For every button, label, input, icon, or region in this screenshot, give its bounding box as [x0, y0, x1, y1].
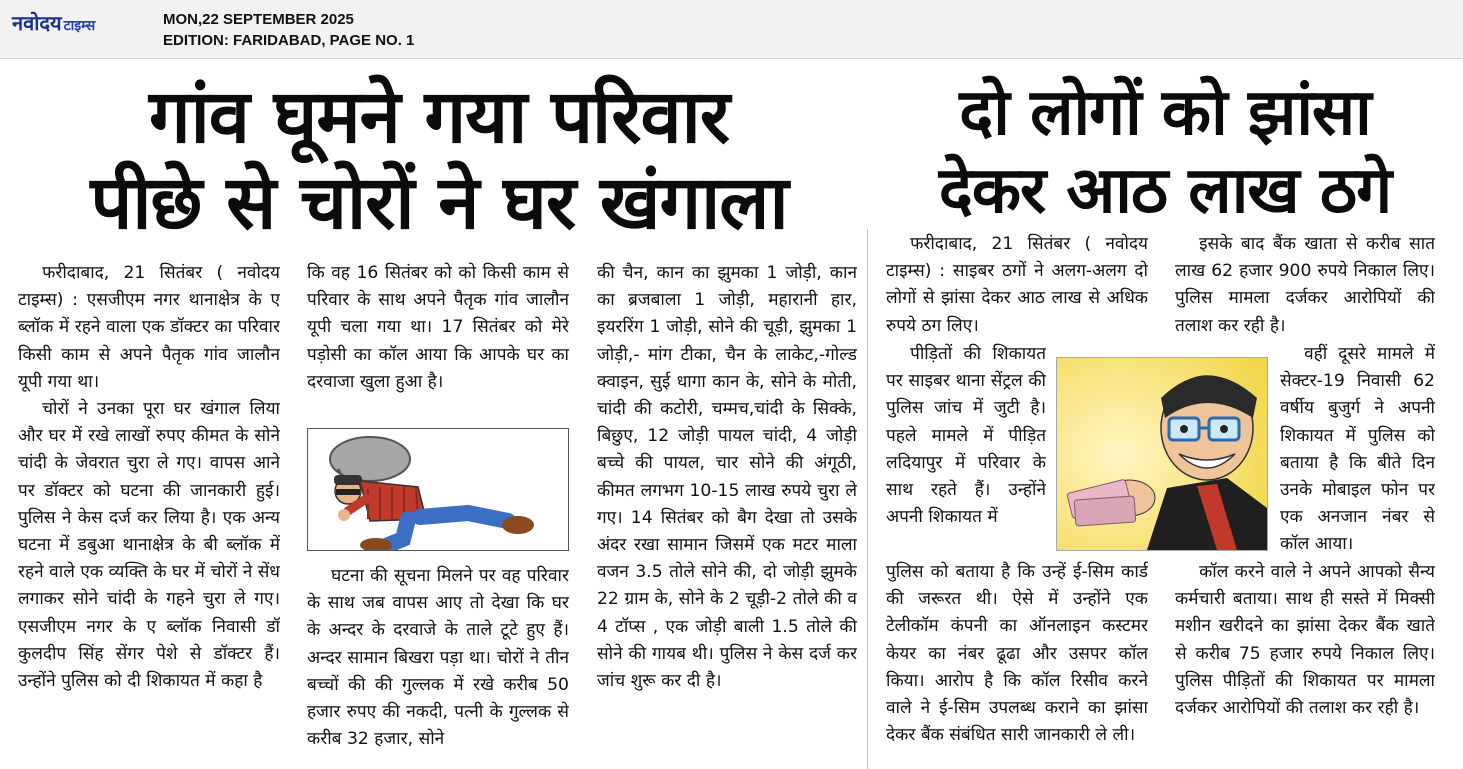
story1-paragraph: घटना की सूचना मिलने पर वह परिवार के साथ जब वापस आए तो देखा कि घर के अन्दर के दरवाजे के ताले टूटे हुए हैं। अन्दर सामान बिखरा पड़ा था। चोरों ने तीन बच्चों की की गुल्लक में रखे करीब 50 हजार रुपए की नकदी, पत्नी के गुल्लक से करीब 32 हजार, सोने [307, 566, 569, 750]
story2-column-1-continued [886, 559, 1148, 769]
story1-paragraph: चोरों ने उनका पूरा घर खंगाल लिया और घर में रखे लाखों रुपए कीमत के सोने चांदी के जेवरात चुरा ले गए। वापस आने पर डॉक्टर को घटना की जानकारी हुई। पुलिस ने केस दर्ज कर लिया है। एक अन्य घटना में डबुआ थानाक्षेत्र के बी ब्लॉक में रहने वाले एक व्यक्ति के घर में चोरों ने सेंध लगाकर सोने चांदी के गहने चुरा ले गए। एसजीएम नगर के ए ब्लॉक निवासी डॉ कुलदीप सिंह सेंगर पेशे से डॉक्टर हैं। उन्होंने पुलिस को दी शिकायत में कहा है [18, 399, 280, 692]
story2-headline [880, 74, 1450, 230]
page-header-bar [0, 0, 1463, 59]
story2-column-1-wrap [886, 341, 1046, 559]
story2-paragraph: फरीदाबाद, 21 सितंबर ( नवोदय टाइम्स) : साइबर ठगों ने अलग-अलग दो लोगों से झांसा देकर आठ लाख से अधिक रुपये ठग लिए। [886, 234, 1148, 336]
column-divider [867, 229, 868, 769]
story1-paragraph: की चैन, कान का झुमका 1 जोड़ी, कान का ब्रजबाला 1 जोड़ी, महारानी हार, इयररिंग 1 जोड़ी, सोने की चूड़ी, झुमका 1 जोड़ी,- मांग टीका, चैन के लाकेट,-गोल्ड क्वाइन, सुई धागा कान के, सोने के मोती, चांदी की कटोरी, चम्मच,चांदी के सिक्के, बिछुए, 12 जोड़ी पायल चांदी, 4 जोड़ी बच्चे की पायल, चार सोने की अंगूठी, कीमत लगभग 10-15 लाख रुपये चुरा ले गए। 14 सितंबर को बैग देखा तो उसके अंदर रखा सामान जिसमें एक मटर माला वजन 3.5 तोले सोने की, दो जोड़ी झुमके 22 ग्राम के, सोने के 2 चूड़ी-2 तोले की व 4 टॉप्स , एक जोड़ी बाली 1.5 तोले की सोने की गायब थी। पुलिस ने केस दर्ज कर जांच शुरू कर दी है। [597, 263, 857, 692]
story1-headline-line1: गांव घूमने गया परिवार [148, 74, 730, 160]
story2-paragraph: कॉल करने वाले ने अपने आपको सैन्य कर्मचारी बताया। साथ ही सस्ते में मिक्सी मशीन खरीदने का झांसा देकर बैंक खाते से करीब 75 हजार रुपये निकाल लिए। पुलिस पीड़ितों की शिकायत पर मामला दर्जकर आरोपियों की तलाश कर रही है। [1175, 562, 1435, 719]
story2-paragraph: इसके बाद बैंक खाता से करीब सात लाख 62 हजार 900 रुपये निकाल लिए। पुलिस मामला दर्जकर आरोपियों की तलाश कर रही है। [1175, 234, 1435, 336]
story1-column-3 [597, 260, 857, 769]
logo-text: नवोदय [12, 11, 62, 35]
edition-page: EDITION: FARIDABAD, PAGE NO. 1 [163, 32, 415, 49]
fraudster-with-cash-icon [1057, 358, 1267, 550]
story2-column-2 [1175, 231, 1435, 341]
story2-column-2-wrap [1280, 341, 1435, 559]
story1-column-2-continued [307, 563, 569, 769]
edition-info [163, 9, 414, 51]
newspaper-logo[interactable] [12, 9, 95, 36]
story2-paragraph: पुलिस को बताया है कि उन्हें ई-सिम कार्ड की जरूरत थी। ऐसे में उन्होंने एक टेलीकॉम कंपनी का ऑनलाइन कस्टमर केयर का नंबर ढूढा और उसपर कॉल किया। आरोप है कि कॉल रिसीव करने वाले ने ई-सिम उपलब्ध कराने का झांसा देकर बैंक संबंधित सारी जानकारी ले ली। [886, 562, 1148, 746]
story2-headline-line1: दो लोगों को झांसा [959, 76, 1371, 150]
thief-running-icon [308, 429, 568, 550]
logo-subtext: टाइम्स [63, 18, 96, 34]
story2-paragraph: पीड़ितों की शिकायत पर साइबर थाना सेंट्रल की पुलिस जांच में जुटी है। पहले मामले में पीड़ित लदियापुर में परिवार के साथ रहते हैं। उन्होंने अपनी शिकायत में [886, 344, 1046, 528]
story2-column-1 [886, 231, 1148, 341]
cyber-fraud-illustration-image [1056, 357, 1268, 551]
story1-headline [14, 74, 864, 246]
story2-column-2-continued [1175, 559, 1435, 769]
story1-column-1 [18, 260, 280, 769]
story1-paragraph: फरीदाबाद, 21 सितंबर ( नवोदय टाइम्स) : एसजीएम नगर थानाक्षेत्र के ए ब्लॉक में रहने वाला एक डॉक्टर का परिवार किसी काम से अपने पैतृक गांव जालौन यूपी गया था। [18, 263, 280, 392]
story2-headline-line2: देकर आठ लाख ठगे [938, 154, 1392, 228]
thief-illustration-image [307, 428, 569, 551]
story1-column-2 [307, 260, 569, 420]
story1-headline-line2: पीछे से चोरों ने घर खंगाला [90, 160, 788, 246]
story2-paragraph: वहीं दूसरे मामले में सेक्टर-19 निवासी 62 वर्षीय बुजुर्ग ने अपनी शिकायत में पुलिस को बताया है कि बीते दिन उनके मोबाइल फोन पर एक अनजान नंबर से कॉल आया। [1280, 344, 1435, 555]
issue-date: MON,22 SEPTEMBER 2025 [163, 11, 354, 28]
story1-paragraph: कि वह 16 सितंबर को को किसी काम से परिवार के साथ अपने पैतृक गांव जालौन यूपी चला गया था। 17 सितंबर को मेरे पड़ोसी का कॉल आया कि आपके घर का दरवाजा खुला हुआ है। [307, 263, 569, 392]
